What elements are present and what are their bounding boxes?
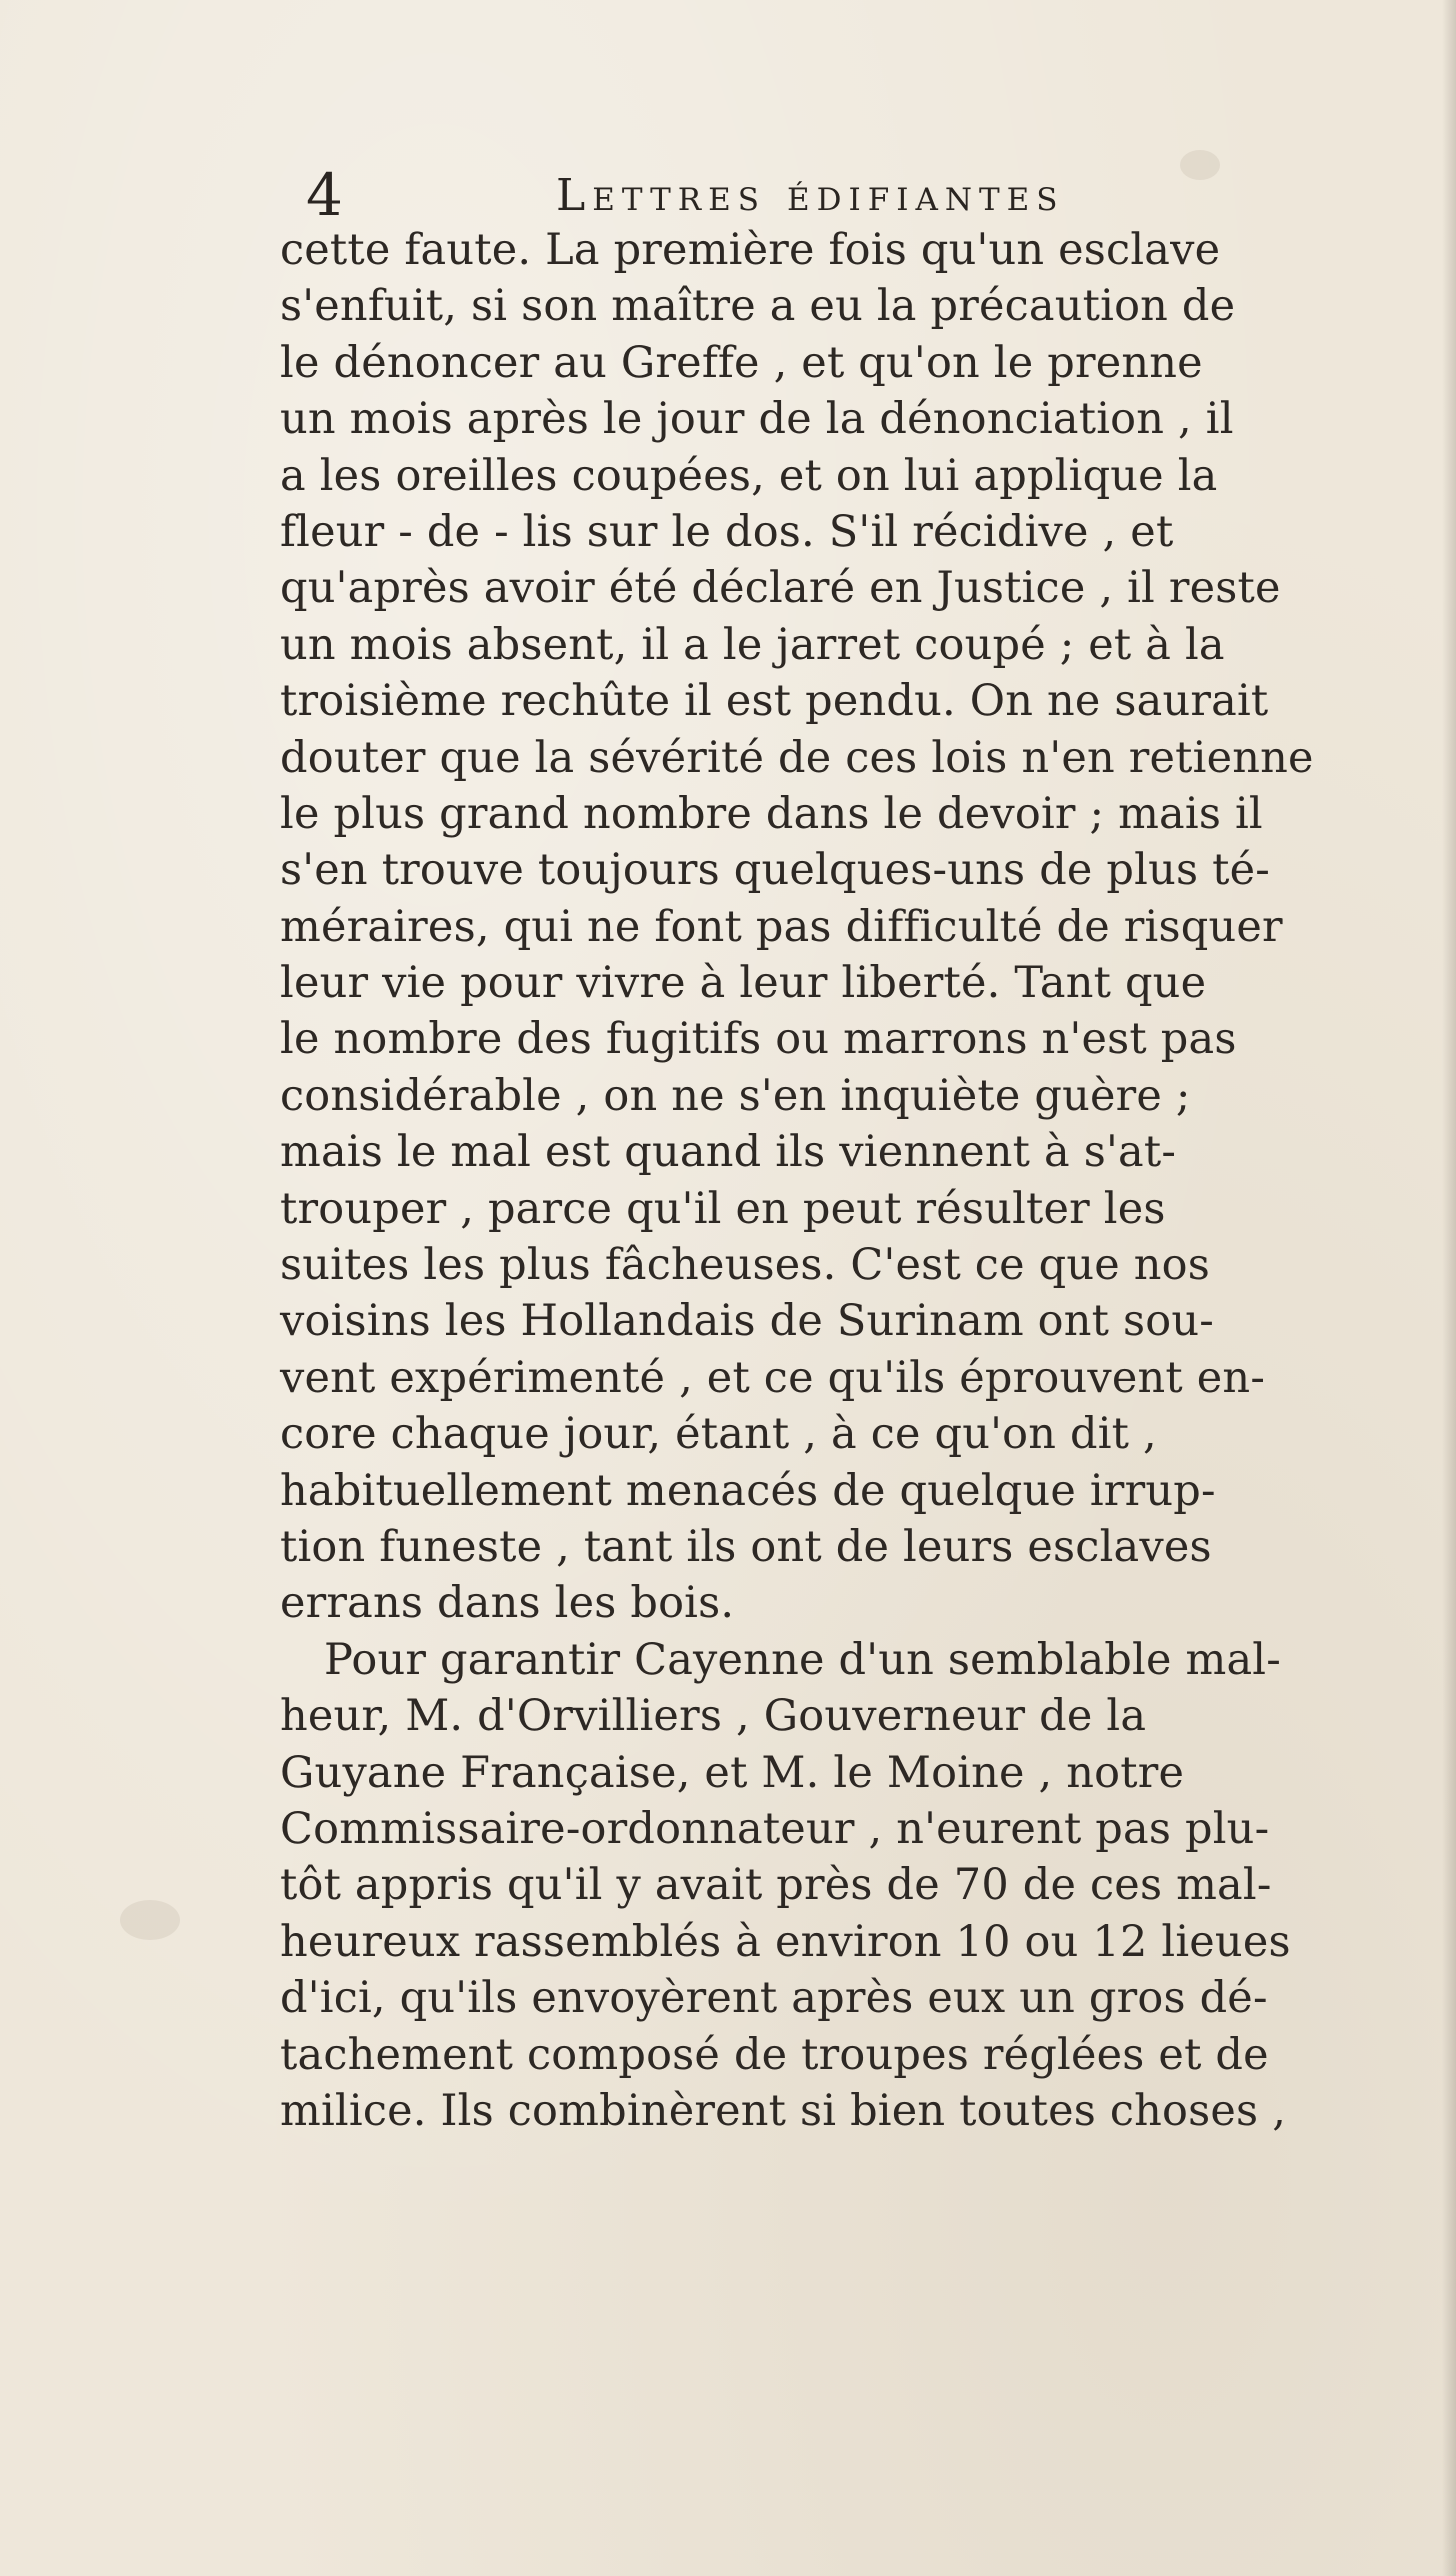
text-line: heur, M. d'Orvilliers , Gouverneur de la (280, 1691, 1147, 1742)
text-line: douter que la sévérité de ces lois n'en retienne (280, 732, 1314, 783)
text-line: mais le mal est quand ils viennent à s'at- (280, 1127, 1177, 1178)
text-line: cette faute. La première fois qu'un esclave (280, 225, 1221, 275)
text-line: méraires, qui ne font pas difficulté de risquer (280, 901, 1283, 952)
text-line: heureux rassemblés à environ 10 ou 12 lieues (280, 1916, 1291, 1967)
text-line: trouper , parce qu'il en peut résulter les (280, 1183, 1166, 1234)
text-line: fleur - de - lis sur le dos. S'il récidive , et (280, 506, 1174, 557)
text-line: le dénoncer au Greffe , et qu'on le prenne (280, 337, 1203, 388)
text-line: milice. Ils combinèrent si bien toutes choses , (280, 2085, 1287, 2136)
text-line: a les oreilles coupées, et on lui applique la (280, 450, 1218, 501)
text-line: voisins les Hollandais de Surinam ont sou- (280, 1296, 1214, 1347)
text-line: suites les plus fâcheuses. C'est ce que nos (280, 1240, 1210, 1291)
text-line: habituellement menacés de quelque irrup- (280, 1465, 1216, 1516)
body-text (280, 222, 1440, 2139)
running-title: Lettres édifiantes (556, 170, 1065, 221)
text-line: d'ici, qu'ils envoyèrent après eux un gros dé- (280, 1973, 1268, 2024)
text-line: tôt appris qu'il y avait près de 70 de ces mal- (280, 1860, 1272, 1911)
text-line: vent expérimenté , et ce qu'ils éprouvent en- (280, 1352, 1266, 1403)
text-line: Guyane Française, et M. le Moine , notre (280, 1747, 1185, 1798)
page-number: 4 (306, 161, 343, 229)
paper-stain (120, 1900, 180, 1940)
text-line: un mois absent, il a le jarret coupé ; et à la (280, 619, 1225, 670)
page-edge-shadow (1442, 0, 1456, 2576)
text-line: qu'après avoir été déclaré en Justice , il reste (280, 563, 1281, 614)
paper-stain (1180, 150, 1220, 180)
paragraph (280, 1632, 1440, 2140)
text-line: un mois après le jour de la dénonciation , il (280, 394, 1234, 445)
text-line: le nombre des fugitifs ou marrons n'est pas (280, 1014, 1237, 1065)
text-line: s'en trouve toujours quelques-uns de plus té- (280, 845, 1271, 896)
text-line: Commissaire-ordonnateur , n'eurent pas plu- (280, 1803, 1270, 1854)
text-line: Pour garantir Cayenne d'un semblable mal- (324, 1634, 1281, 1685)
text-line: considérable , on ne s'en inquiète guère ; (280, 1070, 1191, 1121)
text-line: tachement composé de troupes réglées et de (280, 2029, 1269, 2080)
text-line: leur vie pour vivre à leur liberté. Tant que (280, 958, 1207, 1009)
text-line: core chaque jour, étant , à ce qu'on dit , (280, 1409, 1157, 1460)
text-line: errans dans les bois. (280, 1578, 735, 1629)
text-line: s'enfuit, si son maître a eu la précaution de (280, 281, 1236, 332)
page-header (306, 160, 1126, 230)
text-line: le plus grand nombre dans le devoir ; mais il (280, 788, 1263, 839)
text-line: tion funeste , tant ils ont de leurs esclaves (280, 1521, 1212, 1572)
text-line: troisième rechûte il est pendu. On ne saurait (280, 676, 1269, 727)
paragraph (280, 222, 1440, 1632)
